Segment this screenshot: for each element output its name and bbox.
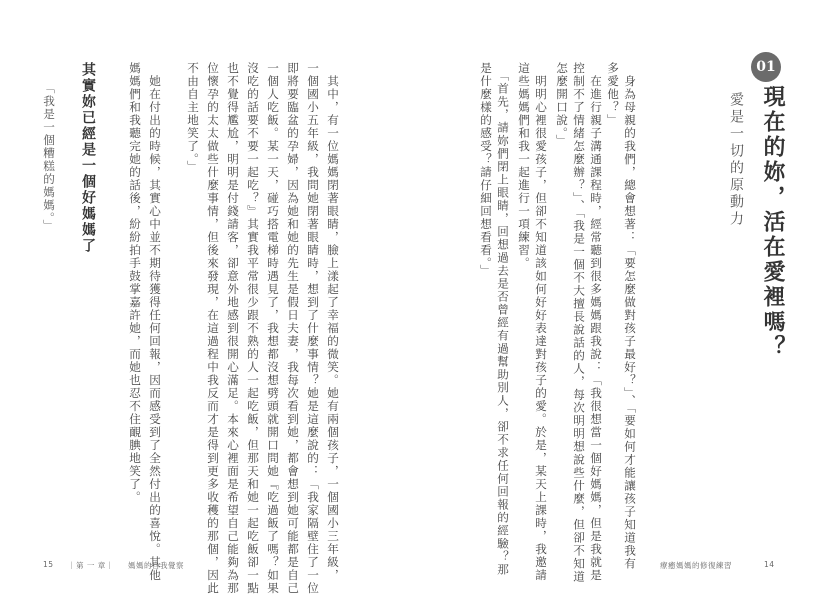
paragraph-column: 一個人吃飯。某一天，碰巧搭電梯時遇見了，我想都沒想劈頭就開口問她『吃過飯了嗎？如果 [266,62,280,595]
footer-book-title: 療癒媽媽的修復練習 [660,561,732,570]
paragraph-column: 她在付出的時候，其實心中並不期待獲得任何回報，因而感受到了全然付出的喜悅。其他 [148,62,162,582]
right-page [408,0,817,589]
section-heading: 其實妳已經是一個好媽媽了 [80,62,96,254]
paragraph-column: 不由自主地笑了。」 [186,62,200,174]
paragraph-column: 是什麼樣的感受？請仔細回想看看。」 [479,62,493,278]
paragraph-column: 媽媽們和我聽完她的話後，紛紛拍手鼓掌嘉許她，而她也忍不住靦腆地笑了。 [128,62,142,504]
left-page [0,0,408,595]
paragraph-column: 一個國小五年級，我問她閉著眼睛時，想到了什麼事情？她是這麼說的：「我家隔壁住了一位 [306,62,320,595]
paragraph-column: 怎麼開口說。」 [555,62,569,148]
paragraph-column: 位懷孕的太太做些什麼事情，但後來發現，在這過程中我反而才是得到更多收穫的那個，因此 [206,62,220,595]
chapter-number-badge: 01 [751,52,781,82]
paragraph-column: 控制不了情緒怎麼辦？」、「我是一個不大擅長說話的人，每次明明想說些什麼，但卻不知道 [572,62,586,584]
paragraph-column: 這些媽媽們和我一起進行一項練習。 [517,62,531,270]
footer-chapter-title: 媽媽的自我覺察 [128,561,184,570]
quote-column: 「我是一個糟糕的媽媽。」 [42,82,56,233]
footer-chapter-label: ｜第 一 章｜ [68,561,114,570]
section-subtitle: 愛是一切的原動力 [728,92,744,228]
paragraph-column: 沒吃的話要不要一起吃？』其實我平常很少跟不熟的人一起吃飯，但那天和她一起吃飯卻一點 [246,62,260,595]
paragraph-column: 明明心裡很愛孩子，但卻不知道該如何好好表達對孩子的愛。於是，某天上課時，我邀請 [534,62,548,582]
paragraph-column: 即將要臨盆的孕婦，因為她和她的先生是假日夫妻，我每次看到她，都會想到她可能都是自己 [286,62,300,595]
footer-page-number: 14 [764,560,775,569]
paragraph-column: 在進行親子溝通課程時，經常聽到很多媽媽跟我說：「我很想當一個好媽媽，但是我就是 [589,62,603,582]
paragraph-column: 多愛他？」 [606,62,620,127]
paragraph-column: 其中，有一位媽媽閉著眼睛，臉上漾起了幸福的微笑。她有兩個孩子，一個國小三年級， [326,62,340,582]
paragraph-column: 身為母親的我們，總會想著：「要怎麼做對孩子最好？」、「要如何才能讓孩子知道我有 [623,62,637,571]
footer-page-number: 15 [43,560,54,569]
section-title: 現在的妳，活在愛裡嗎？ [760,85,785,360]
paragraph-column: 「首先，請妳們閉上眼睛，回想過去是否曾經有過幫助別人，卻不求任何回報的經驗？那 [496,62,510,577]
paragraph-column: 也不覺得尷尬，明明是付錢請客，卻意外地感到很開心滿足。本來心裡面是希望自己能夠為那 [226,62,240,595]
